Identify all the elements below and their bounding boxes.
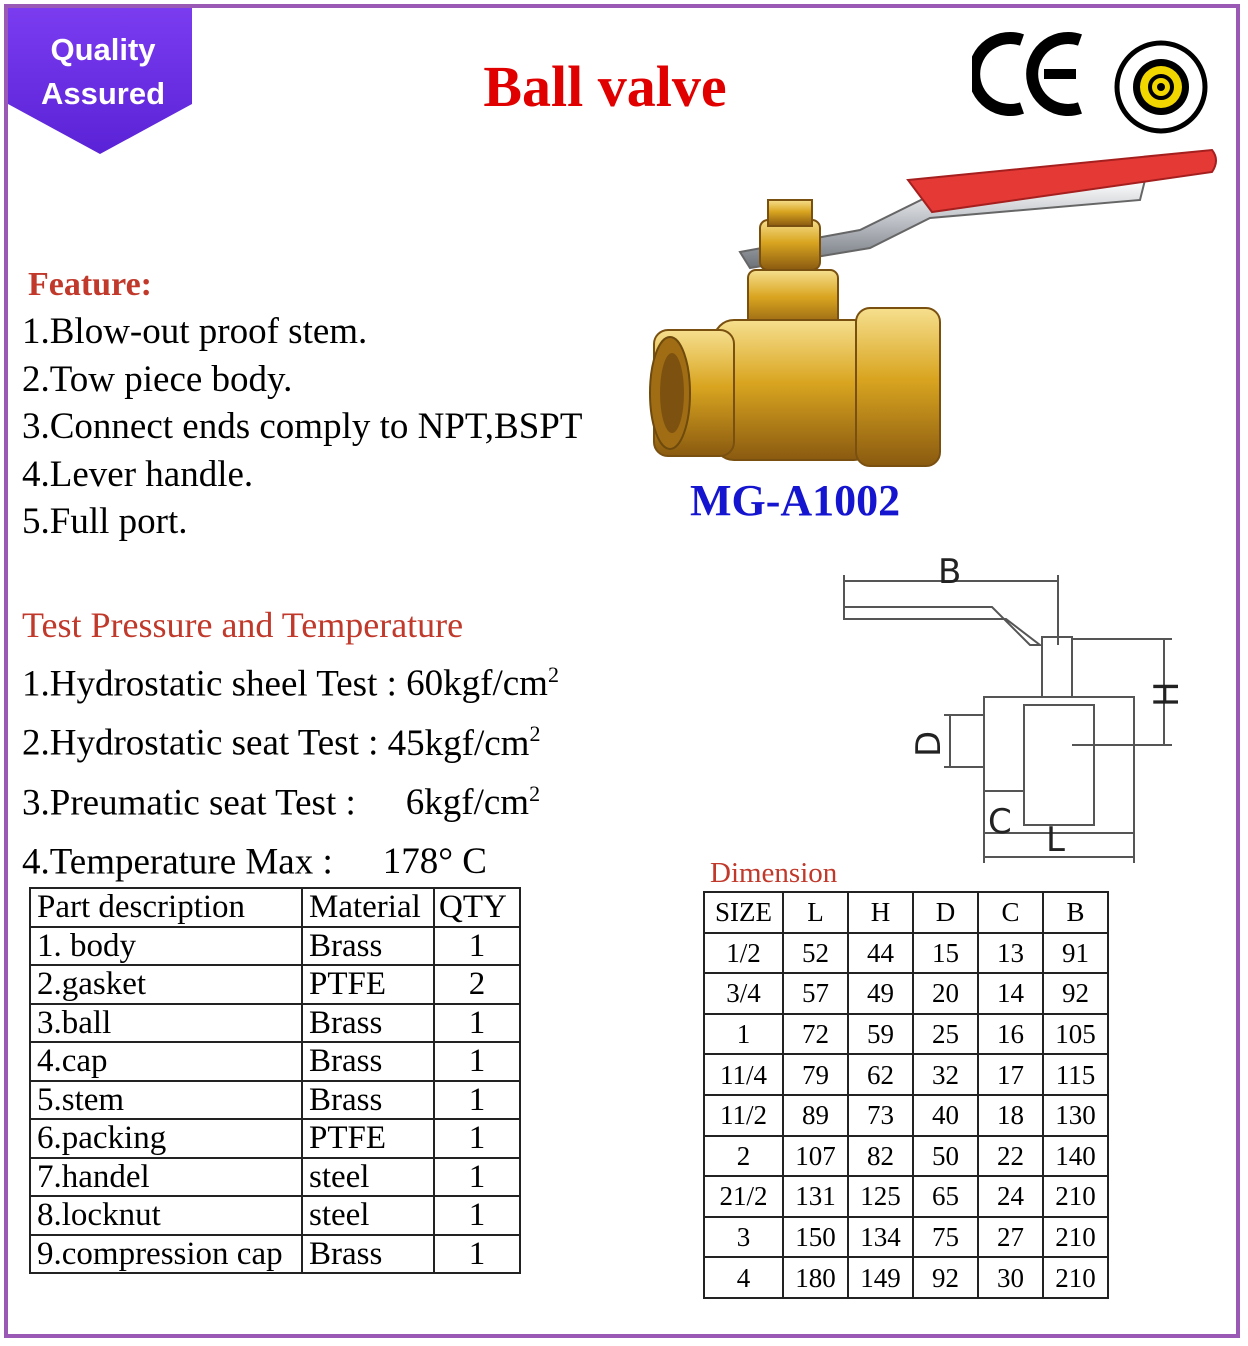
dimension-cell: 57	[783, 973, 848, 1014]
dimension-cell: 115	[1043, 1054, 1108, 1095]
dimension-cell: 24	[978, 1176, 1043, 1217]
dimension-cell: 52	[783, 933, 848, 974]
dimension-cell: 21/2	[704, 1176, 783, 1217]
dimension-header-cell: D	[913, 892, 978, 933]
dimension-header-cell: SIZE	[704, 892, 783, 933]
parts-cell: steel	[302, 1158, 434, 1197]
dimension-header-cell: C	[978, 892, 1043, 933]
test-item	[22, 709, 559, 768]
dimension-row	[704, 1014, 1108, 1055]
dimension-cell: 32	[913, 1054, 978, 1095]
dimension-cell: 3	[704, 1217, 783, 1258]
parts-cell: Brass	[302, 1081, 434, 1120]
dimension-cell: 1	[704, 1014, 783, 1055]
quality-badge	[8, 8, 192, 156]
dimension-cell: 14	[978, 973, 1043, 1014]
dimension-diagram	[780, 545, 1230, 875]
parts-row	[30, 1081, 520, 1120]
page-title: Ball valve	[483, 54, 727, 119]
dimension-cell: 44	[848, 933, 913, 974]
test-label: 2.Hydrostatic seat Test :	[22, 722, 388, 764]
parts-cell: 1	[434, 1004, 520, 1043]
dimension-cell: 75	[913, 1217, 978, 1258]
dimension-cell: 210	[1043, 1176, 1108, 1217]
parts-cell: 1	[434, 1196, 520, 1235]
ce-mark-icon	[972, 30, 1090, 118]
dimension-heading: Dimension	[710, 857, 838, 889]
dimension-cell: 92	[1043, 973, 1108, 1014]
test-value-superscript: 2	[529, 780, 541, 806]
dimension-cell: 22	[978, 1136, 1043, 1177]
dimension-label-c: C	[988, 802, 1012, 842]
dimension-header-row	[704, 892, 1108, 933]
parts-cell: PTFE	[302, 1119, 434, 1158]
parts-header-cell: Material	[302, 888, 434, 927]
dimension-cell: 210	[1043, 1217, 1108, 1258]
parts-row	[30, 927, 520, 966]
dimension-cell: 210	[1043, 1257, 1108, 1298]
parts-cell: 3.ball	[30, 1004, 302, 1043]
dimension-cell: 50	[913, 1136, 978, 1177]
test-label: 3.Preumatic seat Test :	[22, 781, 356, 823]
parts-cell: 5.stem	[30, 1081, 302, 1120]
dimension-cell: 134	[848, 1217, 913, 1258]
feature-item: 1.Blow-out proof stem.	[22, 311, 368, 352]
parts-cell: 1	[434, 1119, 520, 1158]
dimension-header-cell: L	[783, 892, 848, 933]
dimension-cell: 11/2	[704, 1095, 783, 1136]
dimension-cell: 140	[1043, 1136, 1108, 1177]
parts-cell: 9.compression cap	[30, 1235, 302, 1274]
dimension-cell: 3/4	[704, 973, 783, 1014]
dimension-label-l: L	[1046, 820, 1065, 860]
feature-heading: Feature:	[28, 266, 152, 303]
dimension-cell: 40	[913, 1095, 978, 1136]
test-label: 4.Temperature Max :	[22, 841, 333, 883]
dimension-cell: 91	[1043, 933, 1108, 974]
feature-item: 2.Tow piece body.	[22, 358, 293, 400]
dimension-cell: 79	[783, 1054, 848, 1095]
dimension-cell: 20	[913, 973, 978, 1014]
dimension-cell: 180	[783, 1257, 848, 1298]
test-item	[22, 828, 559, 887]
parts-header-cell: Part description	[30, 888, 302, 927]
parts-row	[30, 1196, 520, 1235]
parts-row	[30, 1042, 520, 1081]
test-label: 1.Hydrostatic sheel Test :	[22, 663, 407, 705]
parts-cell: 6.packing	[30, 1119, 302, 1158]
dimension-cell: 1/2	[704, 933, 783, 974]
dimension-cell: 130	[1043, 1095, 1108, 1136]
parts-cell: 1	[434, 1235, 520, 1274]
dimension-header-cell: B	[1043, 892, 1108, 933]
dimension-cell: 149	[848, 1257, 913, 1298]
parts-header-cell: QTY	[434, 888, 520, 927]
dimension-row	[704, 1176, 1108, 1217]
parts-cell: Brass	[302, 927, 434, 966]
test-value-superscript: 2	[529, 721, 541, 747]
dimension-cell: 125	[848, 1176, 913, 1217]
dimension-cell: 82	[848, 1136, 913, 1177]
parts-row	[30, 1158, 520, 1197]
parts-cell: Brass	[302, 1004, 434, 1043]
dimension-cell: 16	[978, 1014, 1043, 1055]
feature-list	[22, 308, 582, 546]
test-list	[22, 650, 559, 887]
dimension-row	[704, 1136, 1108, 1177]
dimension-cell: 72	[783, 1014, 848, 1055]
dimension-row	[704, 1217, 1108, 1258]
parts-cell: Brass	[302, 1042, 434, 1081]
dimension-row	[704, 1095, 1108, 1136]
dimension-cell: 65	[913, 1176, 978, 1217]
ball-valve-photo	[640, 140, 1230, 480]
oko-garantie-seal-icon	[1114, 40, 1208, 134]
parts-table	[29, 887, 521, 1274]
badge-line-2: Assured	[40, 76, 166, 111]
test-item	[22, 650, 559, 709]
dimension-cell: 73	[848, 1095, 913, 1136]
dimension-cell: 150	[783, 1217, 848, 1258]
parts-row	[30, 1119, 520, 1158]
model-number: MG-A1002	[690, 476, 901, 525]
dimension-table	[703, 891, 1109, 1299]
parts-cell: 1. body	[30, 927, 302, 966]
dimension-label-b: B	[938, 552, 962, 592]
dimension-cell: 18	[978, 1095, 1043, 1136]
parts-row	[30, 965, 520, 1004]
dimension-cell: 13	[978, 933, 1043, 974]
test-value: 60kgf/cm	[406, 663, 548, 705]
dimension-row	[704, 1054, 1108, 1095]
feature-item: 4.Lever handle.	[22, 453, 254, 495]
dimension-cell: 15	[913, 933, 978, 974]
dimension-cell: 27	[978, 1217, 1043, 1258]
dimension-cell: 30	[978, 1257, 1043, 1298]
dimension-cell: 17	[978, 1054, 1043, 1095]
parts-cell: steel	[302, 1196, 434, 1235]
dimension-cell: 105	[1043, 1014, 1108, 1055]
test-item	[22, 769, 559, 828]
dimension-cell: 59	[848, 1014, 913, 1055]
dimension-cell: 92	[913, 1257, 978, 1298]
parts-cell: 1	[434, 927, 520, 966]
parts-cell: 1	[434, 1081, 520, 1120]
parts-cell: 7.handel	[30, 1158, 302, 1197]
dimension-cell: 62	[848, 1054, 913, 1095]
dimension-cell: 89	[783, 1095, 848, 1136]
dimension-cell: 49	[848, 973, 913, 1014]
test-value: 6kgf/cm	[405, 781, 530, 823]
badge-line-1: Quality	[50, 32, 156, 67]
parts-cell: 4.cap	[30, 1042, 302, 1081]
parts-cell: 2.gasket	[30, 965, 302, 1004]
dimension-row	[704, 973, 1108, 1014]
parts-cell: 2	[434, 965, 520, 1004]
dimension-label-h: H	[1147, 681, 1187, 707]
dimension-cell: 4	[704, 1257, 783, 1298]
parts-row	[30, 1235, 520, 1274]
parts-header-row	[30, 888, 520, 927]
parts-cell: 1	[434, 1042, 520, 1081]
dimension-header-cell: H	[848, 892, 913, 933]
parts-cell: Brass	[302, 1235, 434, 1274]
feature-item: 3.Connect ends comply to NPT,BSPT	[22, 406, 583, 447]
test-value: 45kgf/cm	[387, 722, 530, 764]
test-value-superscript: 2	[547, 662, 559, 687]
feature-item: 5.Full port.	[22, 501, 188, 542]
parts-cell: 8.locknut	[30, 1196, 302, 1235]
dimension-row	[704, 1257, 1108, 1298]
dimension-cell: 25	[913, 1014, 978, 1055]
test-value: 178° C	[382, 841, 487, 883]
dimension-label-d: D	[909, 730, 949, 757]
dimension-cell: 11/4	[704, 1054, 783, 1095]
parts-cell: 1	[434, 1158, 520, 1197]
dimension-cell: 2	[704, 1136, 783, 1177]
parts-row	[30, 1004, 520, 1043]
dimension-cell: 131	[783, 1176, 848, 1217]
test-heading: Test Pressure and Temperature	[22, 605, 464, 645]
dimension-cell: 107	[783, 1136, 848, 1177]
parts-cell: PTFE	[302, 965, 434, 1004]
dimension-row	[704, 933, 1108, 974]
